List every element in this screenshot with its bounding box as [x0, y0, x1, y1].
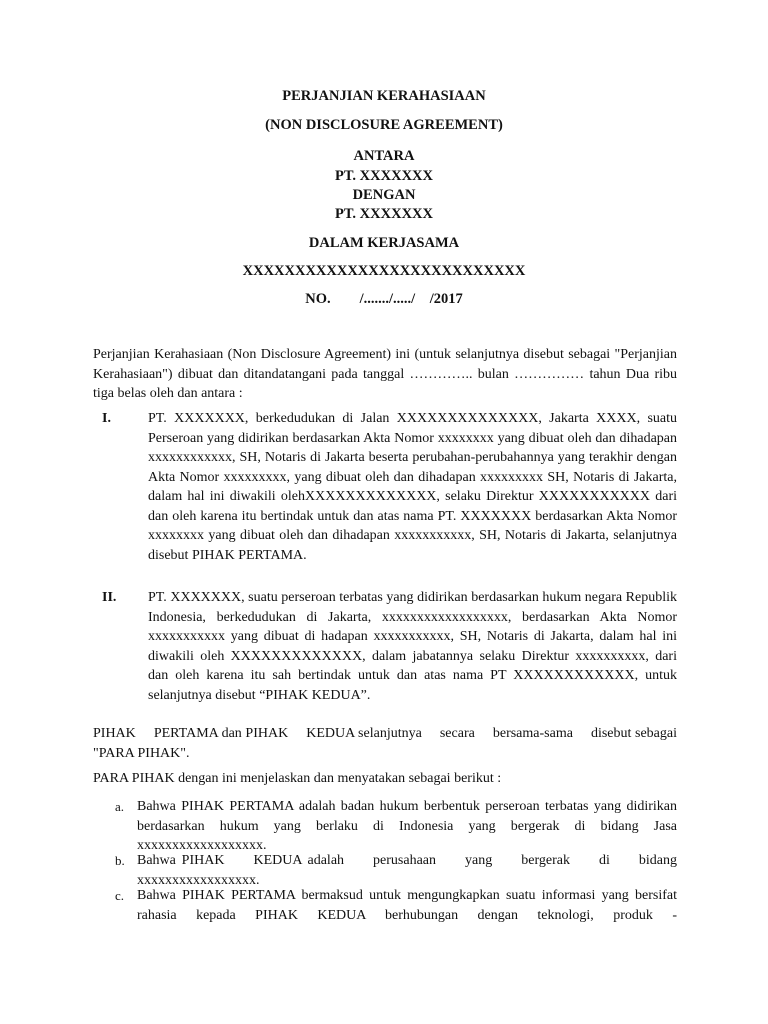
intro-paragraph: Perjanjian Kerahasiaan (Non Disclosure Agreement) ini (untuk selanjutnya disebut sebagai "Perjanjian Kerahasiaan") dibuat dan ditandatangani pada tanggal ………….. bulan …………… tahun Dua ribu tiga belas oleh dan antara : — [93, 347, 677, 401]
document-title: PERJANJIAN KERAHASIAAN — [282, 88, 486, 104]
agreement-number: NO. /......./...../ /2017 — [305, 291, 463, 307]
party-one-description: PT. XXXXXXX, berkedudukan di Jalan XXXXXXXXXXXXXX, Jakarta XXXX, suatu Perseroan yang didirikan berdasarkan Akta Nomor xxxxxxxx yang dibuat oleh dan dihadapan xxxxxxxxxxxx, SH, Notaris di Jakarta beserta perubahan-perubahannya yang terakhir dengan Akta Nomor xxxxxxxxx, yang dibuat oleh dan dihadapan xxxxxxxxx SH, Notaris di Jakarta, dalam hal ini diwakili olehXXXXXXXXXXXXX, selaku Direktur XXXXXXXXXXX dari dan oleh karena itu bertindak untuk dan atas nama PT. XXXXXXX berdasarkan Akta Nomor xxxxxxxx yang dibuat oleh dan dihadapan xxxxxxxxxxx, SH, Notaris di Jakarta, selanjutnya disebut PIHAK PERTAMA. — [148, 411, 677, 563]
document-subtitle: (NON DISCLOSURE AGREEMENT) — [265, 117, 503, 133]
dengan-label: DENGAN — [352, 187, 416, 203]
party-two-number: II. — [102, 590, 117, 605]
para-pihak-paragraph: PIHAK PERTAMA dan PIHAK KEDUA selanjutnya secara bersama-sama disebut sebagai "PARA PIHAK". — [93, 726, 681, 761]
party-one-name: PT. XXXXXXX — [334, 168, 433, 184]
item-a-letter: a. — [115, 799, 125, 814]
party-two-description: PT. XXXXXXX, suatu perseroan terbatas yang didirikan berdasarkan hukum negara Republik Indonesia, berkedudukan di Jakarta, xxxxxxxxxxxxxxxxxx, berdasarkan Akta Nomor xxxxxxxxxxx yang dibuat di hadapan xxxxxxxxxxx, SH, Notaris di Jakarta, dalam hal ini diwakili oleh XXXXXXXXXXXXX, dalam jabatannya selaku Direktur xxxxxxxxxx, dari dan oleh karena itu sah bertindak untuk dan atas nama PT XXXXXXXXXXXX, untuk selanjutnya disebut “PIHAK KEDUA”. — [148, 590, 677, 703]
party-one-number: I. — [102, 411, 111, 426]
item-c-letter: c. — [115, 888, 125, 903]
item-a-text: Bahwa PIHAK PERTAMA adalah badan hukum berbentuk perseroan terbatas yang didirikan berdasarkan hukum yang berlaku di Indonesia yang bergerak di bidang Jasa xxxxxxxxxxxxxxxxxx. — [137, 799, 677, 853]
party-two-name: PT. XXXXXXX — [334, 206, 433, 222]
item-b-text: Bahwa PIHAK KEDUA adalah perusahaan yang bergerak di bidang xxxxxxxxxxxxxxxxx. — [137, 853, 681, 888]
antara-label: ANTARA — [353, 148, 415, 164]
declaration-paragraph: PARA PIHAK dengan ini menjelaskan dan menyatakan sebagai berikut : — [93, 771, 502, 786]
project-name: XXXXXXXXXXXXXXXXXXXXXXXXXXX — [242, 263, 526, 279]
kerjasama-label: DALAM KERJASAMA — [308, 235, 460, 251]
item-c-text: Bahwa PIHAK PERTAMA bermaksud untuk mengungkapkan suatu informasi yang bersifat rahasia kepada PIHAK KEDUA berhubungan dengan teknologi, produk - — [137, 888, 677, 923]
item-b-letter: b. — [115, 853, 125, 868]
